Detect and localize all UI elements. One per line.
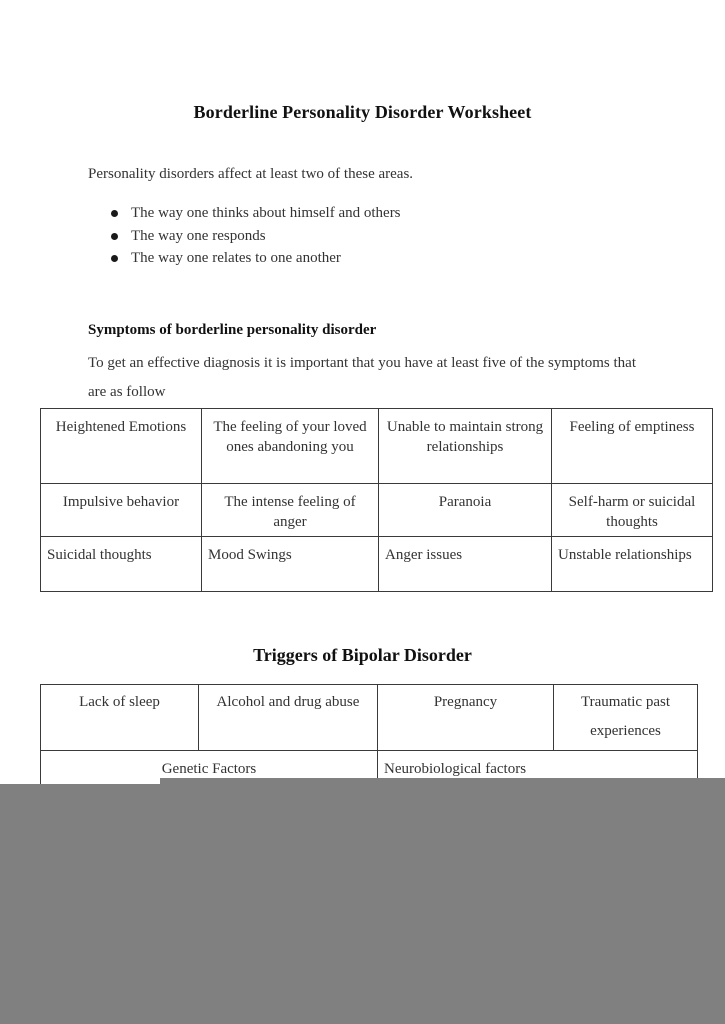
list-item-text: The way one thinks about himself and others [131, 205, 401, 221]
bullet-icon [111, 233, 118, 240]
table-cell: Feeling of emptiness [552, 409, 713, 484]
table-cell: Pregnancy [378, 685, 554, 751]
symptoms-description: To get an effective diagnosis it is important that you have at least five of the symptoms that are as follow [88, 355, 636, 400]
document-title: Borderline Personality Disorder Worksheet [193, 102, 532, 122]
table-cell: Self-harm or suicidal thoughts [552, 484, 713, 537]
table-cell: Unstable relationships [552, 537, 713, 592]
symptoms-heading: Symptoms of borderline personality disorder [88, 322, 377, 338]
table-cell: Alcohol and drug abuse [199, 685, 378, 751]
table-cell: Traumatic past experiences [554, 685, 698, 751]
symptoms-table [40, 408, 713, 592]
table-cell: Impulsive behavior [41, 484, 202, 537]
table-cell: Mood Swings [202, 537, 379, 592]
bullet-icon [111, 210, 118, 217]
table-cell: The feeling of your loved ones abandoning you [202, 409, 379, 484]
areas-list [88, 202, 401, 270]
redaction-overlay [0, 784, 725, 1024]
table-cell: The intense feeling of anger [202, 484, 379, 537]
table-cell: Lack of sleep [41, 685, 199, 751]
list-item [88, 247, 401, 270]
table-cell: Genetic Factors [41, 751, 378, 824]
list-item [88, 225, 401, 248]
table-row [41, 484, 713, 537]
redaction-overlay-edge [160, 778, 725, 788]
table-cell: Paranoia [379, 484, 552, 537]
list-item-text: The way one relates to one another [131, 250, 341, 266]
bullet-icon [111, 255, 118, 262]
triggers-heading: Triggers of Bipolar Disorder [253, 645, 472, 665]
table-cell: Unable to maintain strong relationships [379, 409, 552, 484]
table-row [41, 685, 698, 751]
table-row [41, 537, 713, 592]
intro-text: Personality disorders affect at least two of these areas. [88, 166, 414, 182]
table-cell: Neurobiological factors [378, 751, 698, 824]
table-cell: Heightened Emotions [41, 409, 202, 484]
table-cell: Suicidal thoughts [41, 537, 202, 592]
table-cell: Anger issues [379, 537, 552, 592]
list-item [88, 202, 401, 225]
table-row [41, 409, 713, 484]
list-item-text: The way one responds [131, 227, 266, 244]
